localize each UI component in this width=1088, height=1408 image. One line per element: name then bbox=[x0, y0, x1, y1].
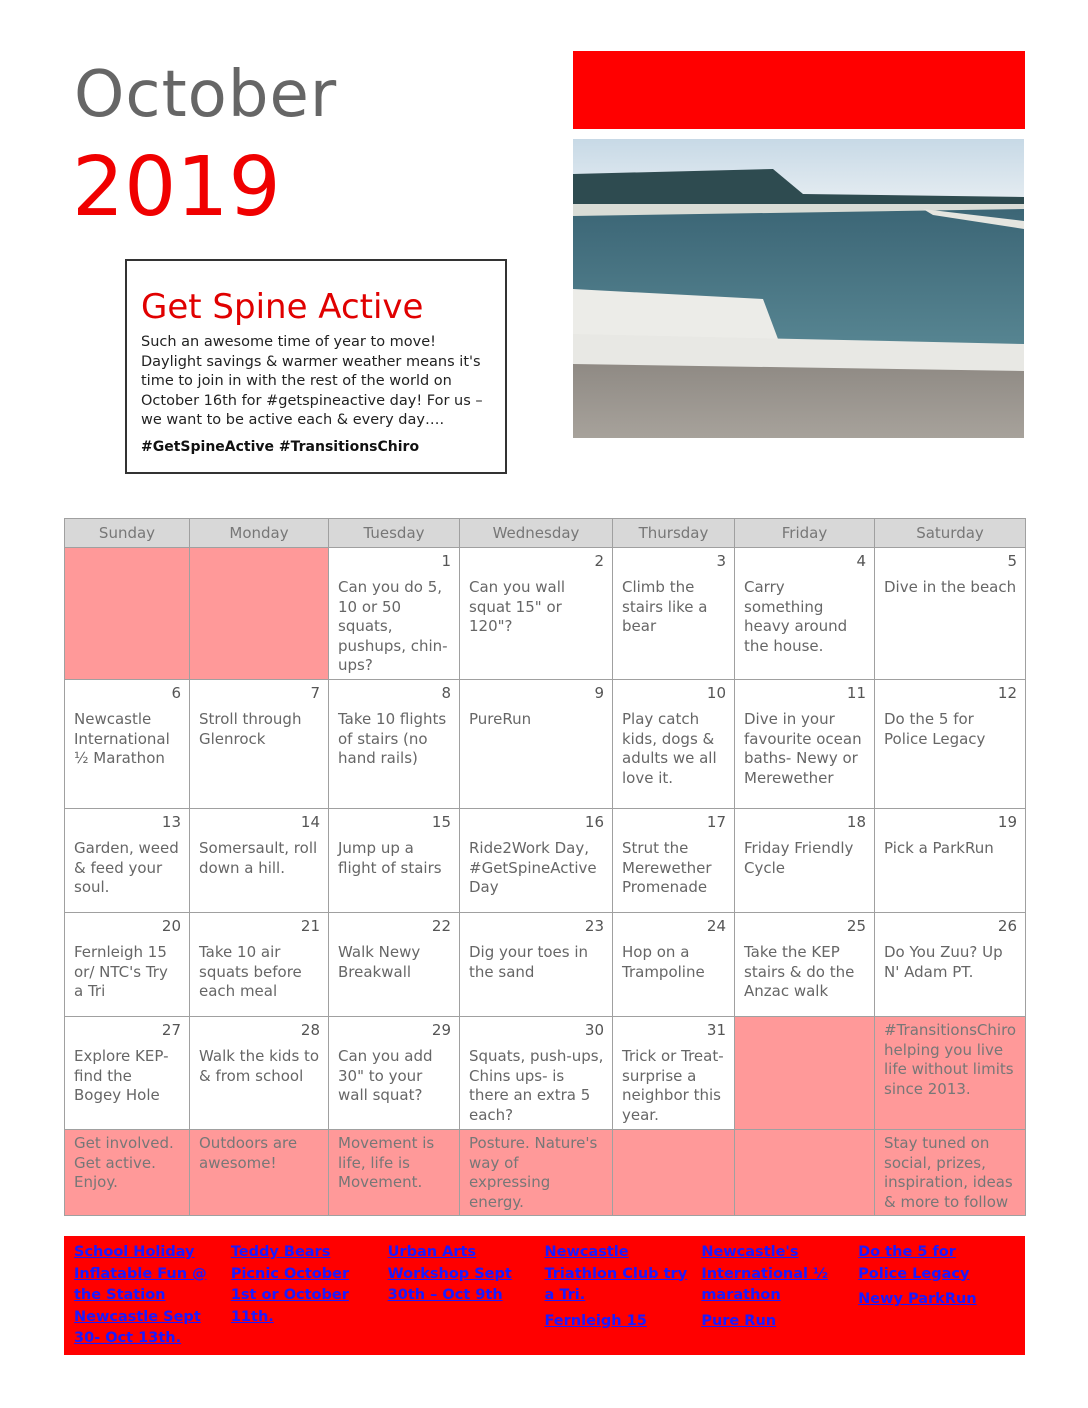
day-activity: Squats, push-ups, Chins ups- is there an extra 5 each? bbox=[469, 1047, 604, 1124]
empty-cell bbox=[613, 1130, 735, 1216]
promo-text: Get involved. Get active. Enjoy. bbox=[74, 1134, 174, 1191]
event-link[interactable]: Pure Run bbox=[701, 1312, 777, 1329]
footer-column bbox=[544, 1242, 701, 1355]
empty-cell bbox=[329, 1130, 460, 1216]
day-number: 26 bbox=[997, 917, 1017, 935]
day-number: 30 bbox=[584, 1021, 604, 1039]
week-row bbox=[65, 809, 1026, 913]
day-activity: Take 10 air squats before each meal bbox=[199, 943, 302, 1000]
day-cell bbox=[613, 809, 735, 913]
empty-cell bbox=[735, 1017, 875, 1130]
day-activity: Friday Friendly Cycle bbox=[744, 839, 854, 877]
day-activity: Explore KEP- find the Bogey Hole bbox=[74, 1047, 169, 1104]
event-link[interactable]: School Holiday Inflatable Fun @ the Station Newcastle Sept 30- Oct 13th. bbox=[74, 1244, 207, 1346]
day-cell bbox=[875, 548, 1026, 680]
empty-cell bbox=[875, 1130, 1026, 1216]
day-number: 24 bbox=[706, 917, 726, 935]
day-header: Sunday bbox=[65, 519, 190, 548]
day-cell bbox=[329, 680, 460, 809]
day-number: 27 bbox=[161, 1021, 181, 1039]
day-header: Saturday bbox=[875, 519, 1026, 548]
intro-tags: #GetSpineActive #TransitionsChiro bbox=[141, 438, 420, 455]
week-row bbox=[65, 548, 1026, 680]
day-activity: Do You Zuu? Up N' Adam PT. bbox=[884, 943, 1003, 981]
year-title: 2019 bbox=[72, 140, 281, 235]
week-row bbox=[65, 1130, 1026, 1216]
event-link[interactable]: Do the 5 for Police Legacy bbox=[858, 1244, 970, 1282]
day-number: 22 bbox=[431, 917, 451, 935]
day-number: 20 bbox=[161, 917, 181, 935]
day-number: 29 bbox=[431, 1021, 451, 1039]
day-cell bbox=[875, 809, 1026, 913]
day-number: 7 bbox=[310, 684, 320, 702]
day-cell bbox=[613, 913, 735, 1017]
day-activity: Do the 5 for Police Legacy bbox=[884, 710, 986, 748]
day-cell bbox=[190, 913, 329, 1017]
promo-text: #TransitionsChiro helping you live life without limits since 2013. bbox=[884, 1021, 1017, 1098]
day-number: 15 bbox=[431, 813, 451, 831]
day-cell bbox=[65, 809, 190, 913]
day-activity: Take the KEP stairs & do the Anzac walk bbox=[744, 943, 855, 1000]
day-number: 16 bbox=[584, 813, 604, 831]
day-number: 13 bbox=[161, 813, 181, 831]
day-number: 31 bbox=[706, 1021, 726, 1039]
day-activity: Ride2Work Day, #GetSpineActive Day bbox=[469, 839, 597, 896]
day-number: 8 bbox=[441, 684, 451, 702]
empty-cell bbox=[190, 1130, 329, 1216]
day-cell bbox=[190, 1017, 329, 1130]
footer-column bbox=[74, 1242, 231, 1355]
day-cell bbox=[329, 548, 460, 680]
day-number: 4 bbox=[856, 552, 866, 570]
empty-cell bbox=[65, 1130, 190, 1216]
day-cell bbox=[460, 548, 613, 680]
day-header: Tuesday bbox=[329, 519, 460, 548]
day-number: 1 bbox=[441, 552, 451, 570]
week-row bbox=[65, 1017, 1026, 1130]
calendar-grid bbox=[64, 518, 1026, 1216]
day-cell bbox=[329, 809, 460, 913]
day-number: 21 bbox=[300, 917, 320, 935]
intro-box bbox=[125, 259, 507, 474]
week-row bbox=[65, 680, 1026, 809]
day-cell bbox=[613, 1017, 735, 1130]
day-activity: Walk the kids to & from school bbox=[199, 1047, 320, 1085]
day-cell bbox=[735, 913, 875, 1017]
intro-body: Such an awesome time of year to move! Daylight savings & warmer weather means it's time to join in with the rest of the world on October 16th for #getspineactive day! For us – we want to be active each & every day…. bbox=[141, 334, 483, 428]
day-cell bbox=[875, 913, 1026, 1017]
day-cell bbox=[190, 809, 329, 913]
day-number: 11 bbox=[846, 684, 866, 702]
day-activity: Stroll through Glenrock bbox=[199, 710, 302, 748]
week-row bbox=[65, 913, 1026, 1017]
footer-column bbox=[701, 1242, 858, 1355]
day-cell bbox=[65, 1017, 190, 1130]
day-activity: Somersault, roll down a hill. bbox=[199, 839, 318, 877]
footer-column bbox=[858, 1242, 1015, 1355]
day-activity: Newcastle International ½ Marathon bbox=[74, 710, 170, 767]
day-number: 28 bbox=[300, 1021, 320, 1039]
promo-text: Stay tuned on social, prizes, inspiration, ideas & more to follow bbox=[884, 1134, 1013, 1211]
day-activity: Can you wall squat 15" or 120"? bbox=[469, 578, 566, 635]
empty-cell bbox=[65, 548, 190, 680]
day-activity: Strut the Merewether Promenade bbox=[622, 839, 712, 896]
empty-cell bbox=[190, 548, 329, 680]
event-link[interactable]: Newcastle Triathlon Club try a Tri. bbox=[544, 1244, 688, 1303]
red-banner bbox=[573, 51, 1025, 129]
day-number: 12 bbox=[997, 684, 1017, 702]
event-link[interactable]: Fernleigh 15 bbox=[544, 1312, 647, 1329]
day-activity: Take 10 flights of stairs (no hand rails) bbox=[338, 710, 447, 767]
day-cell bbox=[613, 680, 735, 809]
day-cell bbox=[460, 680, 613, 809]
weekday-header-row bbox=[65, 519, 1026, 548]
day-number: 18 bbox=[846, 813, 866, 831]
day-cell bbox=[460, 1017, 613, 1130]
day-number: 3 bbox=[716, 552, 726, 570]
day-activity: PureRun bbox=[469, 710, 532, 728]
day-number: 6 bbox=[171, 684, 181, 702]
day-number: 2 bbox=[594, 552, 604, 570]
day-cell bbox=[65, 680, 190, 809]
day-number: 9 bbox=[594, 684, 604, 702]
day-activity: Trick or Treat- surprise a neighbor this year. bbox=[622, 1047, 724, 1124]
day-number: 25 bbox=[846, 917, 866, 935]
footer-column bbox=[231, 1242, 388, 1355]
day-activity: Climb the stairs like a bear bbox=[622, 578, 708, 635]
day-activity: Fernleigh 15 or/ NTC's Try a Tri bbox=[74, 943, 168, 1000]
day-activity: Dig your toes in the sand bbox=[469, 943, 589, 981]
promo-text: Movement is life, life is Movement. bbox=[338, 1134, 435, 1191]
day-activity: Dive in the beach bbox=[884, 578, 1017, 596]
day-activity: Can you add 30" to your wall squat? bbox=[338, 1047, 433, 1104]
day-activity: Jump up a flight of stairs bbox=[338, 839, 442, 877]
empty-cell bbox=[735, 1130, 875, 1216]
day-number: 10 bbox=[706, 684, 726, 702]
day-activity: Can you do 5, 10 or 50 squats, pushups, chin-ups? bbox=[338, 578, 448, 674]
day-cell bbox=[613, 548, 735, 680]
day-number: 19 bbox=[997, 813, 1017, 831]
day-header: Wednesday bbox=[460, 519, 613, 548]
promo-text: Posture. Nature's way of expressing energy. bbox=[469, 1134, 598, 1211]
day-activity: Garden, weed & feed your soul. bbox=[74, 839, 179, 896]
month-title: October bbox=[74, 58, 338, 132]
day-cell bbox=[735, 809, 875, 913]
footer-links bbox=[64, 1236, 1025, 1355]
event-link[interactable]: Urban Arts Workshop Sept 30th – Oct 9th bbox=[387, 1244, 512, 1303]
intro-title: Get Spine Active bbox=[141, 287, 424, 327]
empty-cell bbox=[875, 1017, 1026, 1130]
day-cell bbox=[735, 548, 875, 680]
promo-text: Outdoors are awesome! bbox=[199, 1134, 298, 1172]
day-cell bbox=[735, 680, 875, 809]
day-activity: Hop on a Trampoline bbox=[622, 943, 705, 981]
day-number: 23 bbox=[584, 917, 604, 935]
day-cell bbox=[460, 913, 613, 1017]
day-cell bbox=[329, 1017, 460, 1130]
day-header: Friday bbox=[735, 519, 875, 548]
day-cell bbox=[875, 680, 1026, 809]
day-cell bbox=[190, 680, 329, 809]
day-number: 5 bbox=[1007, 552, 1017, 570]
footer-column bbox=[388, 1242, 545, 1355]
day-activity: Pick a ParkRun bbox=[884, 839, 994, 857]
day-cell bbox=[460, 809, 613, 913]
day-cell bbox=[329, 913, 460, 1017]
empty-cell bbox=[460, 1130, 613, 1216]
ocean-baths-photo bbox=[573, 139, 1024, 438]
event-link[interactable]: Teddy Bears Picnic October 1st or October 11th. bbox=[230, 1244, 350, 1325]
day-number: 17 bbox=[706, 813, 726, 831]
day-number: 14 bbox=[300, 813, 320, 831]
day-header: Thursday bbox=[613, 519, 735, 548]
day-header: Monday bbox=[190, 519, 329, 548]
event-link[interactable]: Newcastle's International ½ marathon bbox=[701, 1244, 829, 1303]
day-activity: Dive in your favourite ocean baths- Newy or Merewether bbox=[744, 710, 862, 787]
day-activity: Carry something heavy around the house. bbox=[744, 578, 848, 655]
event-link[interactable]: Newy ParkRun bbox=[858, 1291, 977, 1307]
day-activity: Play catch kids, dogs & adults we all love it. bbox=[622, 710, 717, 787]
day-cell bbox=[65, 913, 190, 1017]
day-activity: Walk Newy Breakwall bbox=[338, 943, 421, 981]
